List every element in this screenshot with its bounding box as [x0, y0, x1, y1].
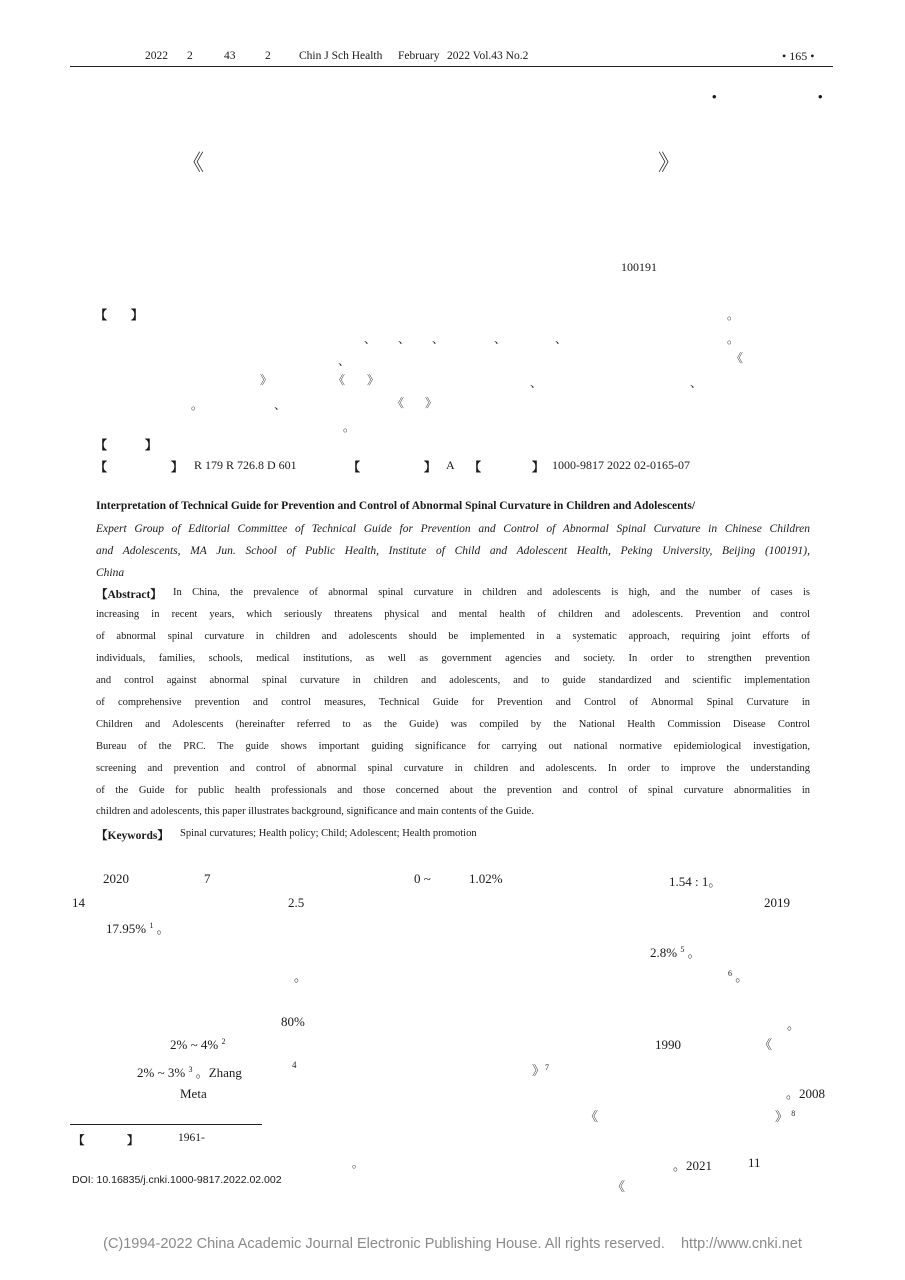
author-line: and Adolescents, MA Jun. School of Public Health, Institute of Child and Adolescent Health, Peking University, Beijing (100191), — [96, 545, 810, 557]
body-text: 1990 — [655, 1037, 681, 1052]
page-number: • 165 • — [782, 49, 815, 63]
body-text: 2020 — [103, 871, 129, 886]
footnote-label-close: 】 — [127, 1135, 139, 1147]
header-year-volume: 2022 Vol.43 No.2 — [447, 50, 529, 62]
copyright-notice: (C)1994-2022 China Academic Journal Electronic Publishing House. All rights reserved. http://www.cnki.net — [103, 1236, 802, 1252]
doc-code-label-close: 】 — [424, 460, 437, 474]
dot-mark: • — [818, 89, 823, 104]
doi: DOI: 10.16835/j.cnki.1000-9817.2022.02.002 — [72, 1174, 282, 1186]
body-text: 17.95% $^1$ 。 — [106, 921, 170, 936]
english-title: Interpretation of Technical Guide for Prevention and Control of Abnormal Spinal Curvature in Children and Adolescents/ — [96, 500, 696, 512]
punct: 、 — [338, 354, 351, 368]
body-text: 1.54 : 1。 — [669, 874, 722, 889]
doc-code: A — [446, 458, 455, 472]
keywords-label: 【Keywords】 — [96, 830, 169, 842]
abstract-line: of the Guide for public health professionals and those concerned about the prevention and control of spinal curvature abnormalities in — [96, 785, 810, 796]
body-text: 2.5 — [288, 895, 305, 910]
punct: 、 — [530, 376, 543, 390]
body-text: 2019 — [764, 895, 790, 910]
abstract-label-close: 】 — [131, 308, 144, 322]
doc-code-label-open: 【 — [348, 460, 361, 474]
clc-label-open: 【 — [95, 460, 108, 474]
header-journal: Chin J Sch Health — [299, 50, 383, 62]
title-open-bracket: 《 — [182, 150, 205, 175]
body-text: 80% — [281, 1014, 305, 1029]
keywords-label-open: 【 — [95, 438, 108, 452]
punct: 、 — [690, 376, 703, 390]
article-no-label-open: 【 — [469, 460, 482, 474]
punct: 《 — [333, 373, 346, 387]
header-year: 2022 — [145, 50, 168, 62]
body-text: 《 — [759, 1037, 773, 1052]
header-month-en: February — [398, 50, 440, 62]
abstract-line: screening and prevention and control of abnormal spinal curvature in children and adolescents. In order to improve the understanding — [96, 763, 810, 774]
abstract-label: 【Abstract】 — [96, 589, 162, 601]
body-text: $^6$ 。 — [728, 969, 749, 984]
abstract-line: Bureau of the PRC. The guide shows important guiding significance for carrying out national normative epidemiological investigation, — [96, 741, 810, 752]
article-number: 1000-9817 2022 02-0165-07 — [552, 458, 690, 472]
clc-number: R 179 R 726.8 D 601 — [194, 458, 297, 472]
punct: 《 — [731, 351, 744, 365]
postcode: 100191 — [621, 260, 657, 274]
punct: 。 — [727, 332, 740, 346]
superscript: 4 — [292, 1060, 297, 1070]
abstract-line: In China, the prevalence of abnormal spinal curvature in children and adolescents is high, and the number of cases is — [173, 587, 810, 598]
author-line: Expert Group of Editorial Committee of Technical Guide for Prevention and Control of Abnormal Spinal Curvature in Chinese Children — [96, 523, 810, 535]
body-text: 11 — [748, 1155, 761, 1170]
body-text: 《 — [585, 1109, 599, 1124]
punct: 》 — [425, 396, 438, 410]
punct: 、 — [364, 332, 377, 346]
body-text: 《 — [612, 1179, 626, 1194]
abstract-line: increasing in recent years, which seriously threatens physical and mental health of children and adolescents. Prevention and control — [96, 609, 810, 620]
title-close-bracket: 》 — [658, 150, 681, 175]
article-no-label-close: 】 — [532, 460, 545, 474]
footnote-label-open: 【 — [73, 1135, 85, 1147]
body-text: 2% ~ 3% $^3$ 。Zhang — [137, 1065, 242, 1080]
punct: 。 — [343, 420, 356, 434]
punct: 》 — [367, 373, 380, 387]
body-text: 》 $^8$ — [775, 1109, 796, 1124]
body-text: 。2021 — [673, 1158, 713, 1173]
author-line: China — [96, 567, 125, 579]
body-text: 。2008 — [786, 1086, 826, 1101]
punct: 。 — [191, 398, 204, 412]
body-text: 1.02% — [469, 871, 503, 886]
body-text: 》$^7$ — [532, 1063, 550, 1078]
body-text: 2.8% $^5$ 。 — [650, 945, 701, 960]
header-rule — [70, 66, 833, 67]
punct: 、 — [274, 398, 287, 412]
clc-label-close: 】 — [171, 460, 184, 474]
punct: 、 — [432, 332, 445, 346]
abstract-line: individuals, families, schools, medical institutions, as well as government agencies and society. In order to strengthen prevention — [96, 653, 810, 664]
body-text: Meta — [180, 1086, 207, 1101]
punct: 、 — [494, 332, 507, 346]
header-issue: 2 — [265, 50, 271, 62]
keywords-label-close: 】 — [145, 438, 158, 452]
punct: 、 — [555, 332, 568, 346]
abstract-line: of abnormal spinal curvature in children and adolescents should be implemented in a systematic approach, requiring joint efforts of — [96, 631, 810, 642]
body-text: 14 — [72, 895, 85, 910]
body-text: 7 — [204, 871, 211, 886]
abstract-label-open: 【 — [95, 308, 108, 322]
header-month: 2 — [187, 50, 193, 62]
abstract-line: and control against abnormal spinal curvature in children and adolescents, and to guide standardized and scientific implementation — [96, 675, 810, 686]
abstract-line: of comprehensive prevention and control measures, Technical Guide for Prevention and Control of Abnormal Spinal Curvature in — [96, 697, 810, 708]
keywords-text: Spinal curvatures; Health policy; Child; Adolescent; Health promotion — [180, 828, 477, 839]
dot-mark: • — [712, 89, 717, 104]
abstract-line: children and adolescents, this paper illustrates background, significance and main contents of the Guide. — [96, 806, 534, 817]
punct: 》 — [260, 373, 273, 387]
punct: 。 — [352, 1158, 364, 1170]
footnote-text: 1961- — [178, 1132, 205, 1144]
body-text: 。 — [787, 1017, 801, 1032]
punct: 。 — [727, 308, 740, 322]
body-text: 。 — [294, 969, 308, 984]
header-volume: 43 — [224, 50, 236, 62]
abstract-line: Children and Adolescents (hereinafter referred to as the Guide) was compiled by the National Health Commission Disease Control — [96, 719, 810, 730]
punct: 、 — [398, 332, 411, 346]
body-text: 2% ~ 4% $^2$ — [170, 1037, 226, 1052]
punct: 《 — [392, 396, 405, 410]
footnote-rule — [70, 1124, 262, 1125]
body-text: 0 ~ — [414, 871, 431, 886]
